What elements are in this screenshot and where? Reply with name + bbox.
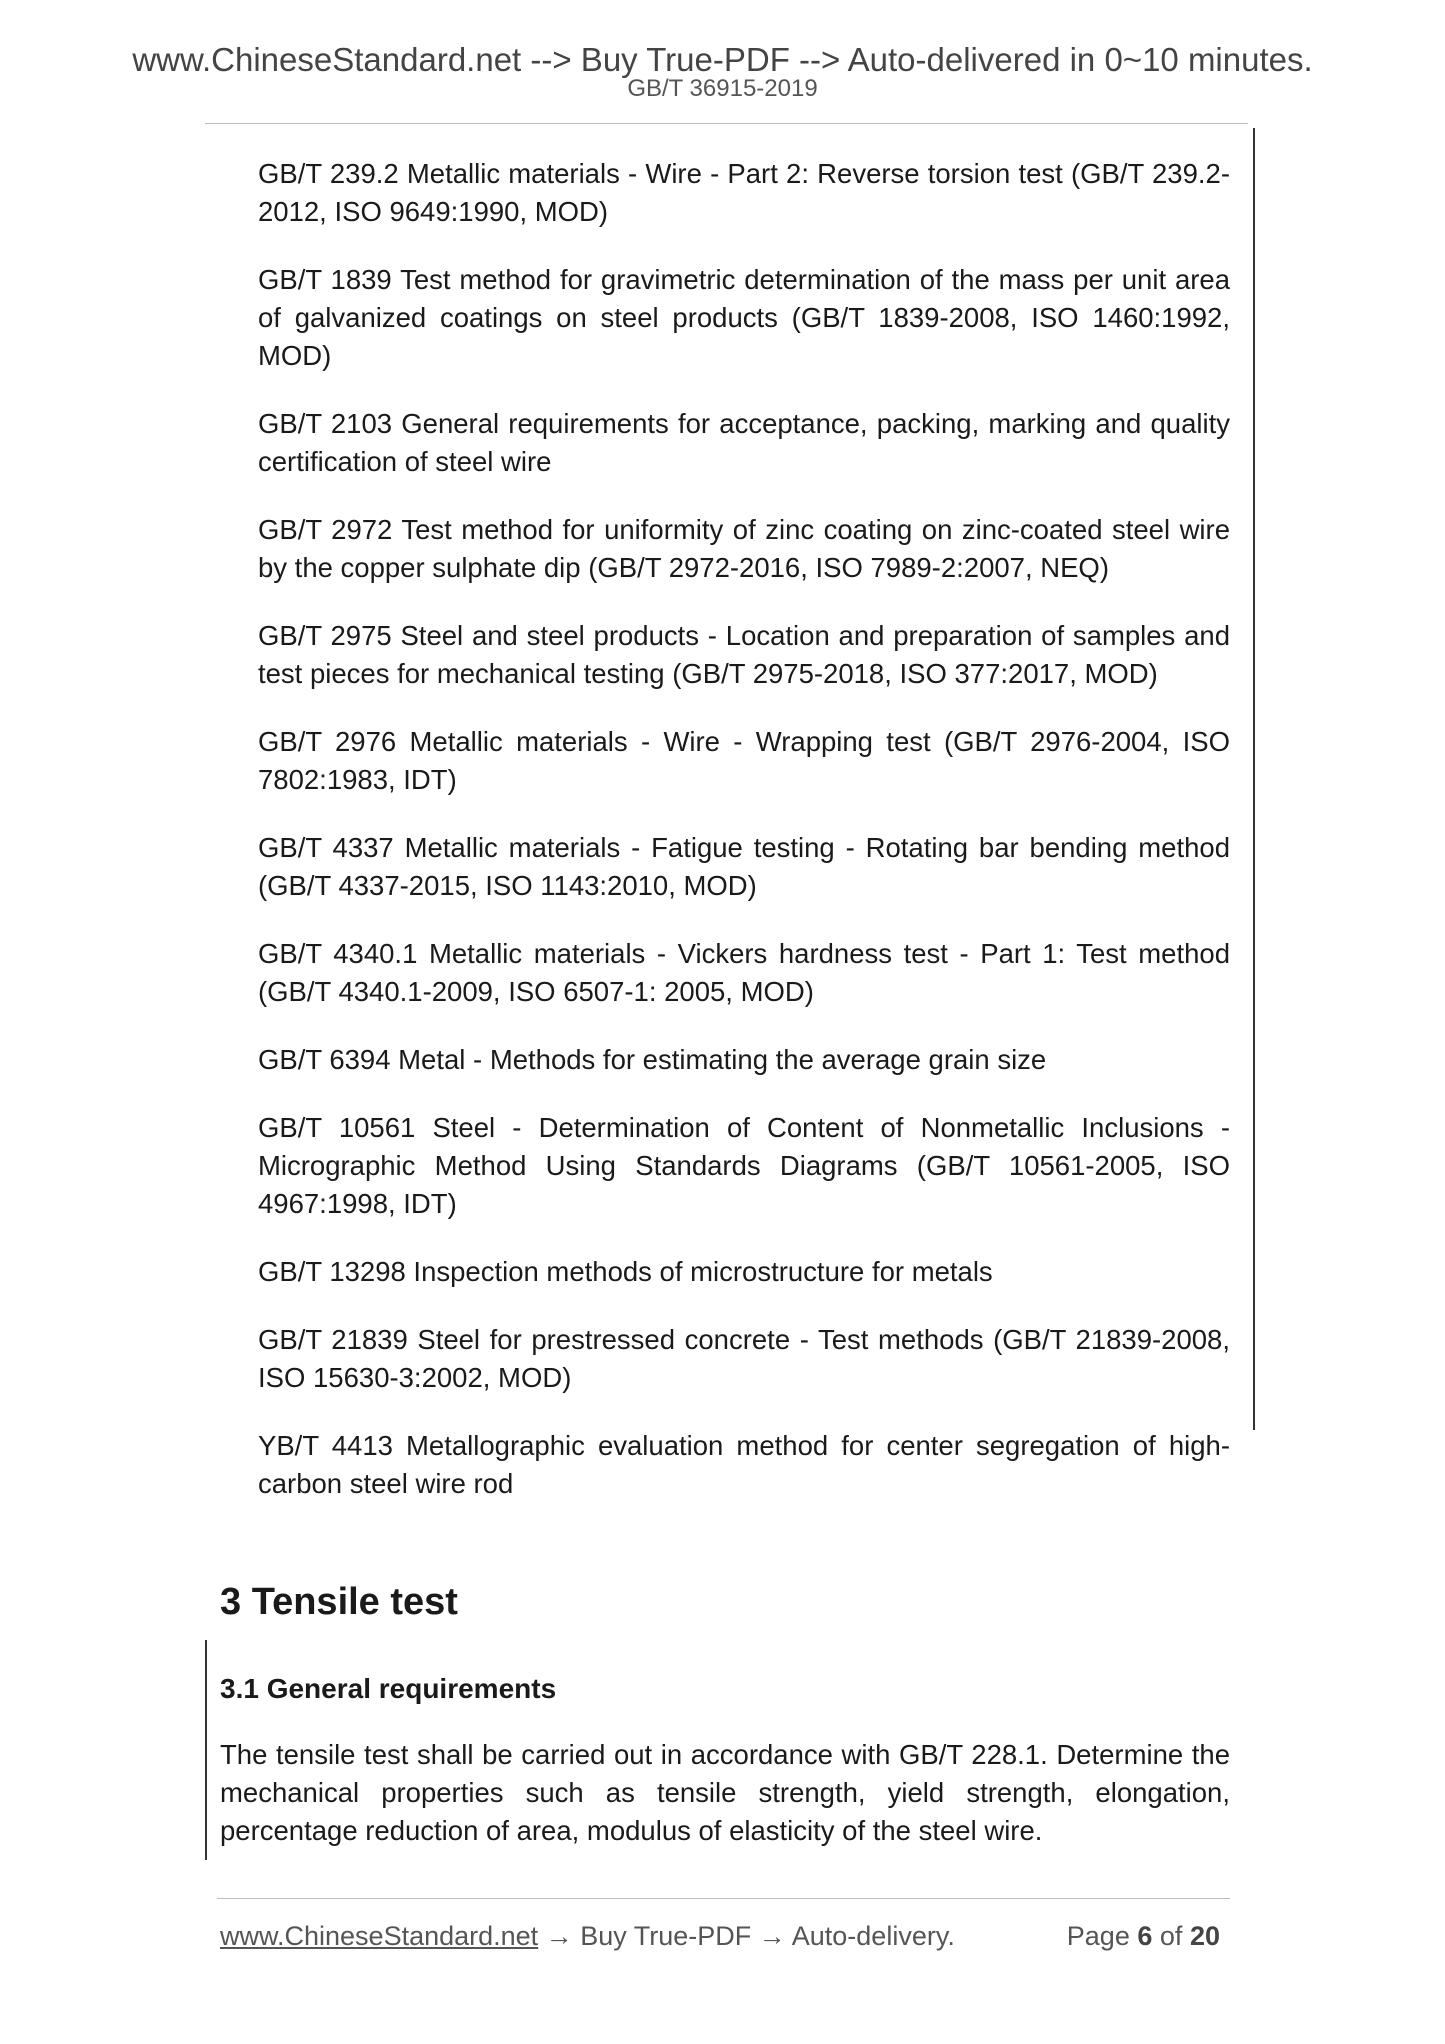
page-number	[1067, 1918, 1220, 1954]
top-banner: www.ChineseStandard.net --> Buy True-PDF --> Auto-delivered in 0~10 minutes.	[132, 41, 1313, 78]
normative-references-list	[258, 155, 1230, 1533]
reference-item: GB/T 4340.1 Metallic materials - Vickers hardness test - Part 1: Test method (GB/T 4340.1-2009, ISO 6507-1: 2005, MOD)	[258, 938, 1230, 1007]
footer-left	[220, 1918, 955, 1954]
site-link[interactable]: www.ChineseStandard.net	[220, 1921, 539, 1951]
reference-item: GB/T 239.2 Metallic materials - Wire - Part 2: Reverse torsion test (GB/T 239.2-2012, ISO 9649:1990, MOD)	[258, 158, 1230, 227]
reference-item: GB/T 10561 Steel - Determination of Content of Nonmetallic Inclusions - Micrographic Method Using Standards Diagrams (GB/T 10561-2005, ISO 4967:1998, IDT)	[258, 1112, 1230, 1219]
change-bar-left	[205, 1640, 207, 1860]
reference-item: GB/T 2976 Metallic materials - Wire - Wrapping test (GB/T 2976-2004, ISO 7802:1983, IDT)	[258, 726, 1230, 795]
page-footer	[220, 1918, 1230, 1954]
reference-item: YB/T 4413 Metallographic evaluation method for center segregation of high-carbon steel wire rod	[258, 1430, 1230, 1499]
body-paragraph: The tensile test shall be carried out in accordance with GB/T 228.1. Determine the mechanical properties such as tensile strength, yield strength, elongation, percentage reduction of area, modulus of elasticity of the steel wire.	[220, 1739, 1230, 1846]
change-bar-right	[1253, 128, 1255, 1430]
reference-item: GB/T 2975 Steel and steel products - Location and preparation of samples and test pieces for mechanical testing (GB/T 2975-2018, ISO 377:2017, MOD)	[258, 620, 1230, 689]
reference-item: GB/T 2972 Test method for uniformity of zinc coating on zinc-coated steel wire by the copper sulphate dip (GB/T 2972-2016, ISO 7989-2:2007, NEQ)	[258, 514, 1230, 583]
subsection-heading: 3.1 General requirements	[220, 1673, 557, 1704]
reference-item: GB/T 1839 Test method for gravimetric determination of the mass per unit area of galvanized coatings on steel products (GB/T 1839-2008, ISO 1460:1992, MOD)	[258, 264, 1230, 371]
reference-item: GB/T 6394 Metal - Methods for estimating the average grain size	[258, 1044, 1047, 1075]
reference-item: GB/T 4337 Metallic materials - Fatigue testing - Rotating bar bending method (GB/T 4337-2015, ISO 1143:2010, MOD)	[258, 832, 1230, 901]
reference-item: GB/T 13298 Inspection methods of microstructure for metals	[258, 1256, 993, 1287]
header-divider	[205, 123, 1248, 124]
reference-item: GB/T 2103 General requirements for acceptance, packing, marking and quality certification of steel wire	[258, 408, 1230, 477]
reference-item: GB/T 21839 Steel for prestressed concrete - Test methods (GB/T 21839-2008, ISO 15630-3:2002, MOD)	[258, 1324, 1230, 1393]
page-label: Page	[1066, 1921, 1130, 1951]
page-total: 20	[1189, 1921, 1220, 1951]
delivery-text: → Buy True-PDF → Auto-delivery.	[545, 1921, 955, 1951]
page-current: 6	[1137, 1921, 1153, 1951]
section-heading: 3 Tensile test	[220, 1581, 458, 1623]
page-of: of	[1159, 1921, 1183, 1951]
footer-divider	[217, 1898, 1230, 1899]
standard-code: GB/T 36915-2019	[627, 75, 818, 102]
